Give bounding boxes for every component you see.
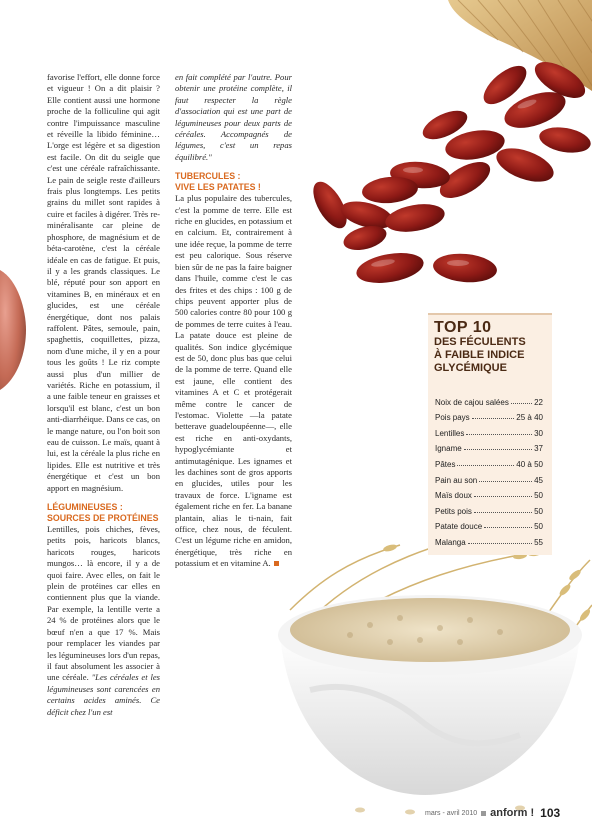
item-value: 25 à 40 bbox=[516, 413, 543, 423]
list-item bbox=[435, 469, 543, 485]
body-text: La plus populaire des tubercules, c'est la pomme de terre. Elle est riche en glucides, en potassium et en calcium. Et, contrairement à une idée reçue, la pomme de terre est peu calorique. Sous réserve bien sûr de ne pas la faire baigner dans l'huile, comme c'est le cas des frites et des chips : 100 g de chips peuvent apporter plus de 500 calories contre 80 pour 100 g de pommes de terre cuites à l'eau. La patate douce est pleine de qualités. Son indice glycémique est de 50, donc plus bas que celui de la pomme de terre. Quand elle est jaune, elle contient des vitamines A et C et protégerait même contre le cancer de l'estomac. Violette —la patate betterave guadeloupéenne—, elle est riche en anti-oxydants, hypoglycémiante et antimutagénique. Les ignames et les dachines sont de gros apports en glucides, utiles pour les travaux de force. L'igname est également riche en fer. La banane plantain, alias le ti-nain, fait office, chez nous, de féculent. C'est un légume riche en amidon, énergétique, très riche en potassium et en vitamine A. bbox=[175, 193, 292, 569]
item-name: Lentilles bbox=[435, 428, 465, 438]
section-heading-legumineuses bbox=[47, 502, 160, 523]
item-name: Malanga bbox=[435, 537, 466, 547]
separator-square-icon bbox=[481, 811, 486, 816]
list-item bbox=[435, 438, 543, 454]
text-column-left bbox=[47, 72, 160, 718]
item-name: Igname bbox=[435, 444, 462, 454]
item-name: Petits pois bbox=[435, 506, 472, 516]
issue-date: mars - avril 2010 bbox=[425, 809, 478, 817]
item-value: 45 bbox=[534, 475, 543, 485]
item-name: Maïs doux bbox=[435, 491, 472, 501]
magazine-brand: anform ! bbox=[490, 807, 535, 819]
list-item bbox=[435, 516, 543, 532]
page-footer bbox=[425, 806, 560, 820]
heading-line: LÉGUMINEUSES : bbox=[47, 502, 123, 513]
item-value: 37 bbox=[534, 444, 543, 454]
oat-bowl-image bbox=[250, 520, 592, 820]
page-number: 103 bbox=[540, 806, 561, 820]
item-value: 50 bbox=[534, 522, 543, 532]
quote-paragraph: en fait complété par l'autre. Pour obtenir une protéine complète, il faut respecter la règle d'association qui est une part de légumineuses pour deux parts de céréales. Accompagnés de légumes, c'est un repas équilibré." bbox=[175, 72, 292, 162]
heading-line: SOURCES DE PROTÉINES bbox=[47, 512, 159, 523]
item-value: 50 bbox=[534, 491, 543, 501]
list-item bbox=[435, 485, 543, 501]
body-paragraph bbox=[175, 193, 292, 569]
item-value: 50 bbox=[534, 506, 543, 516]
list-item bbox=[435, 453, 543, 469]
top10-title-line: GLYCÉMIQUE bbox=[434, 362, 507, 374]
top10-title-line: DES FÉCULENTS bbox=[434, 336, 526, 348]
body-paragraph bbox=[47, 524, 160, 718]
item-name: Pois pays bbox=[435, 413, 470, 423]
item-value: 40 à 50 bbox=[516, 459, 543, 469]
item-name: Pâtes bbox=[435, 459, 456, 469]
top10-title bbox=[434, 319, 548, 375]
item-value: 22 bbox=[534, 397, 543, 407]
item-name: Patate douce bbox=[435, 522, 483, 532]
potato-image bbox=[0, 270, 26, 390]
text-column-middle bbox=[175, 72, 292, 570]
body-paragraph: favorise l'effort, elle donne force et vigueur ! On a dit plaisir ? Elle contient aussi une hormone proche de la folliculine qui agit contre l'impuissance masculine et réveille la libido féminine… L'orge est légère et sa digestion est facile. On dit du seigle que c'est une céréale rafraîchissante. Le pain de seigle reste d'ailleurs frais plus longtemps. Les petits grains du millet sont rapides à cuire et faciles à digérer. Très re-minéralisante car pleine de phosphore, de magnésium et de béta-carotène, c'est la céréale idéale en cas de fatigue. Et puis, il y a les grands classiques. Le blé, réputé pour son apport en vitamines B, en minéraux et en glucides, est une céréale énergétique, dont nos palais raffolent. Pâtes, semoule, pain, spaghettis, coquillettes, pizza, nom d'une miche, il y en a pour tous les goûts ! Le riz compte aussi plus d'un millier de variétés. Riche en potassium, il a une faible teneur en graisses et lorsqu'il est blanc, c'est un bon anti-diarrhéique. Dans ce cas, on le mange nature, ou l'on boit son eau de cuisson. Le maïs, quant à lui, est la céréale la plus riche en lipides. Elle est nutritive et très énergétique et c'est un bon apport en magnésium. bbox=[47, 72, 160, 493]
body-text: Lentilles, pois chiches, fèves, petits pois, haricots blancs, haricots rouges, haricots mungos… là encore, il y a de quoi faire. Avec elles, on fait le plein de protéines car elles en contiennent plus que la viande. Par exemple, la lentille verte a 24 % de protéines alors que le bœuf n'en a que 17 %. Mais pour remplacer les viandes par les légumineuses lors d'un repas, il faut absolument les associer à une céréale. bbox=[47, 524, 160, 683]
list-item bbox=[435, 531, 543, 547]
top10-title-line: TOP 10 bbox=[434, 319, 492, 336]
item-name: Pain au son bbox=[435, 475, 478, 485]
kidney-beans-image bbox=[295, 40, 592, 300]
top10-list bbox=[435, 391, 543, 547]
heading-line: TUBERCULES : bbox=[175, 171, 241, 182]
item-value: 55 bbox=[534, 537, 543, 547]
list-item bbox=[435, 422, 543, 438]
item-name: Noix de cajou salées bbox=[435, 397, 509, 407]
top10-sidebar-box bbox=[428, 313, 552, 555]
list-item bbox=[435, 391, 543, 407]
end-mark-icon bbox=[274, 561, 279, 566]
list-item bbox=[435, 407, 543, 423]
top10-title-line: À FAIBLE INDICE bbox=[434, 349, 525, 361]
list-item bbox=[435, 500, 543, 516]
section-heading-tubercules bbox=[175, 171, 292, 192]
quote-text: "Les céréales et les légumineuses sont carencées en certains acides aminés. Ce déficit chez l'un est bbox=[47, 672, 160, 717]
item-value: 30 bbox=[534, 428, 543, 438]
heading-line: VIVE LES PATATES ! bbox=[175, 181, 261, 192]
